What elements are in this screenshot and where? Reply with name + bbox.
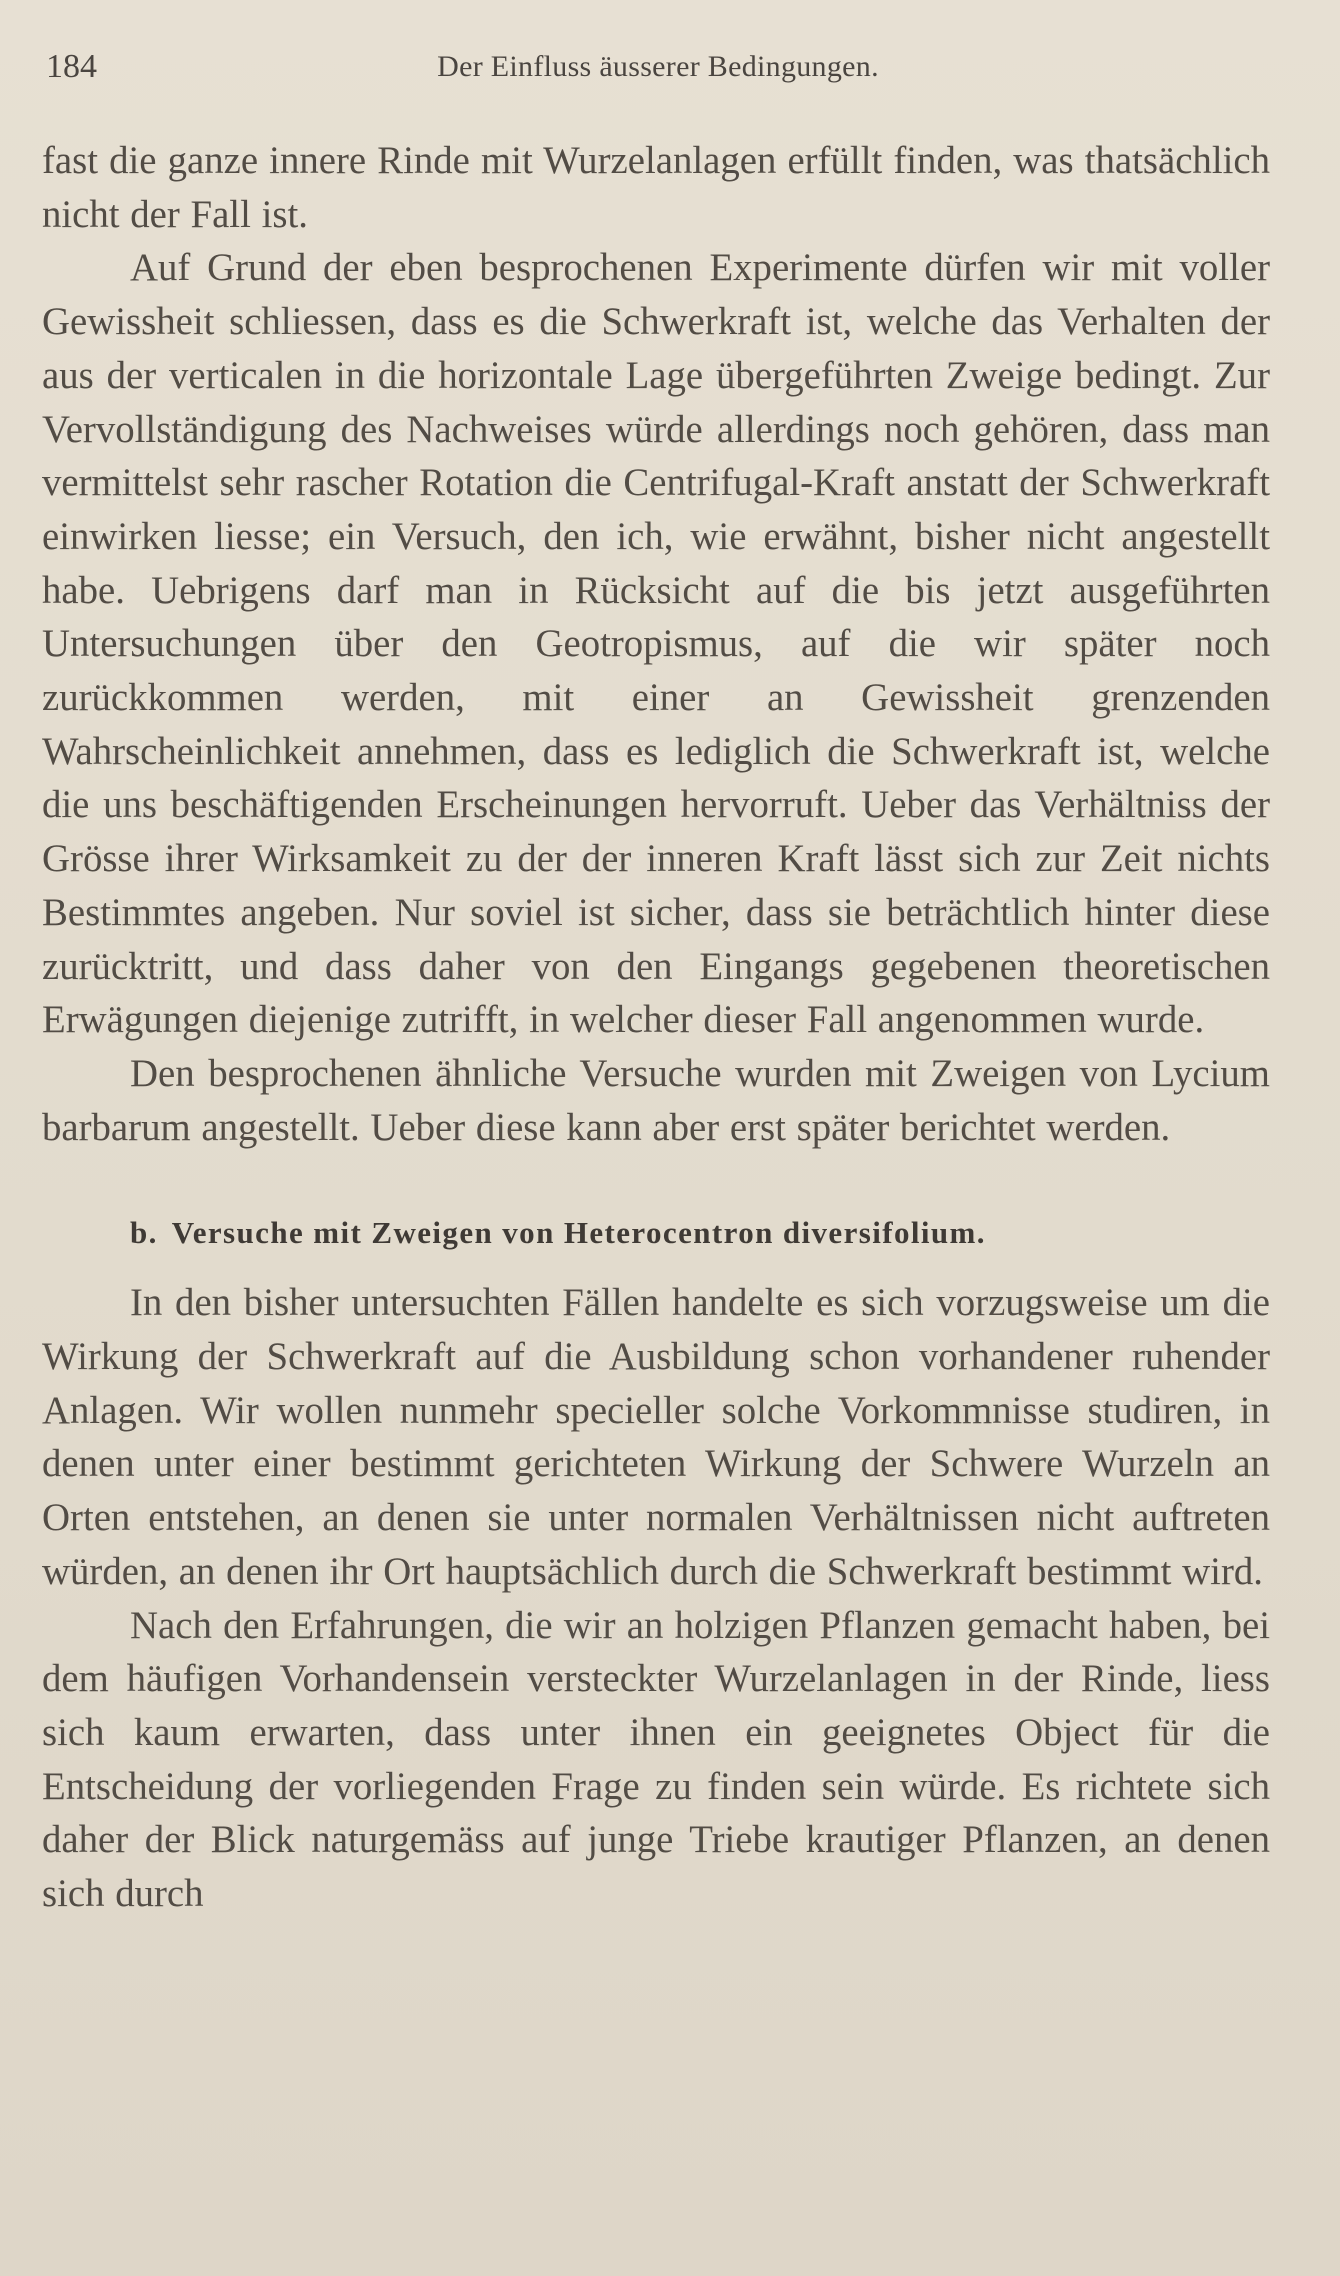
- paragraph-continuation: fast die ganze innere Rinde mit Wurzelanlagen erfüllt finden, was thatsächlich nicht der Fall ist.: [42, 139, 1270, 236]
- running-title: Der Einfluss äusserer Bedingungen.: [437, 50, 879, 83]
- paragraph-section-intro: In den bisher untersuchten Fällen handelte es sich vorzugsweise um die Wirkung der Schwerkraft auf die Ausbildung schon vorhandener ruhender Anlagen. Wir wollen nunmehr specieller solche Vorkommnisse studiren, in denen unter einer bestimmt gerichteten Wirkung der Schwere Wurzeln an Orten entstehen, an denen sie unter normalen Verhältnissen nicht auftreten würden, an denen ihr Ort hauptsächlich durch die Schwerkraft bestimmt wird.: [42, 1281, 1270, 1593]
- section-title: Versuche mit Zweigen von Heterocentron diversifolium.: [171, 1215, 986, 1251]
- paragraph-woody-plants: Nach den Erfahrungen, die wir an holzigen Pflanzen gemacht haben, bei dem häufigen Vorhandensein versteckter Wurzelanlagen in der Rinde, liess sich kaum erwarten, dass unter ihnen ein geeignetes Object für die Entscheidung der vorliegenden Frage zu finden sein würde. Es richtete sich daher der Blick naturgemäss auf junge Triebe krautiger Pflanzen, an denen sich durch: [42, 1603, 1270, 1916]
- paragraph-gravity-conclusion: Auf Grund der eben besprochenen Experimente dürfen wir mit voller Gewissheit schliessen, dass es die Schwerkraft ist, welche das Verhalten der aus der verticalen in die horizontale Lage übergeführten Zweige bedingt. Zur Vervollständigung des Nachweises würde allerdings noch gehören, dass man vermittelst sehr rascher Rotation die Centrifugal-Kraft anstatt der Schwerkraft einwirken liesse; ein Versuch, den ich, wie erwähnt, bisher nicht angestellt habe. Uebrigens darf man in Rücksicht auf die bis jetzt ausgeführten Untersuchungen über den Geotropismus, auf die wir später noch zurückkommen werden, mit einer an Gewissheit grenzenden Wahrscheinlichkeit annehmen, dass es lediglich die Schwerkraft ist, welche die uns beschäftigenden Erscheinungen hervorruft. Ueber das Verhältniss der Grösse ihrer Wirksamkeit zu der der inneren Kraft lässt sich zur Zeit nichts Bestimmtes angeben. Nur soviel ist sicher, dass sie beträchtlich hinter diese zurücktritt, und dass daher von den Eingangs gegebenen theoretischen Erwägungen diejenige zutrifft, in welcher dieser Fall angenommen wurde.: [42, 246, 1270, 1042]
- section-heading: [42, 1212, 1270, 1254]
- paragraph-lycium: Den besprochenen ähnliche Versuche wurden mit Zweigen von Lycium barbarum angestellt. Ueber diese kann aber erst später berichtet werden.: [42, 1051, 1270, 1149]
- running-head: [46, 44, 1270, 90]
- page-number: 184: [46, 48, 97, 85]
- section-letter: b.: [130, 1215, 158, 1251]
- body-text: [42, 134, 1270, 1921]
